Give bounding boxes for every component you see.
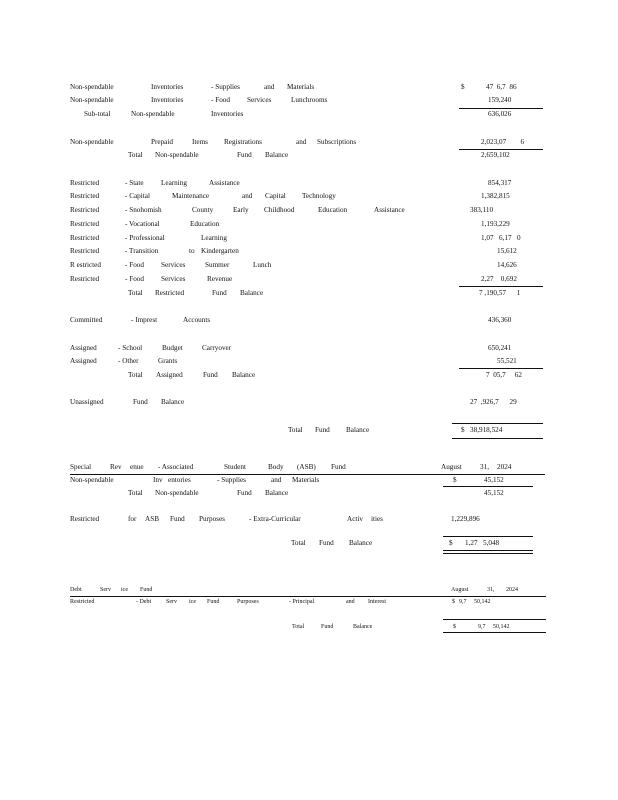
- amount: 383,110: [470, 206, 494, 214]
- row-word: Revenue: [207, 275, 233, 283]
- date-month: August: [441, 463, 462, 471]
- amount: 436,360: [488, 316, 512, 324]
- amount: 1,382,815: [481, 192, 510, 200]
- row-word: Balance: [240, 289, 264, 297]
- underline: [443, 536, 533, 537]
- amount: 2,659,102: [481, 151, 510, 159]
- row-word: Interest: [368, 599, 386, 605]
- row-word: Serv: [166, 599, 177, 605]
- row-word: Inv: [153, 476, 163, 484]
- underline: [459, 368, 543, 369]
- row-word: Education: [318, 206, 348, 214]
- date-day: 31,: [487, 587, 495, 593]
- row-desc: - Professional: [125, 234, 165, 242]
- row-word: Grants: [158, 357, 178, 365]
- row-sub3: and: [296, 138, 307, 146]
- grand-total-amount: 1,27 5,048: [465, 539, 500, 547]
- dollar-sign: $: [453, 624, 456, 630]
- row-desc: - Food: [125, 261, 144, 269]
- row-word: Fund: [170, 515, 185, 523]
- row-type: Assigned: [70, 357, 97, 365]
- underline: [443, 619, 546, 620]
- row-desc: - Food: [125, 275, 144, 283]
- row-desc: Inventories: [151, 83, 184, 91]
- underline: [452, 423, 543, 424]
- row-type: Restricted: [70, 220, 100, 228]
- row-word: - Debt: [136, 599, 152, 605]
- section-title: - Associated: [158, 463, 194, 471]
- section-title: Serv: [100, 587, 111, 593]
- row-word: Learning: [161, 179, 187, 187]
- row-sub: Items: [192, 138, 208, 146]
- row-word: Education: [190, 220, 220, 228]
- row-word: County: [192, 206, 214, 214]
- double-underline: [443, 632, 546, 633]
- section-title: Special: [70, 463, 92, 471]
- amount: 7 ,190,57 1: [479, 289, 521, 297]
- row-type: Non-spendable: [70, 83, 114, 91]
- row-word: Lunch: [253, 261, 272, 269]
- total-label: Total: [291, 539, 306, 547]
- row-type: Restricted: [70, 234, 100, 242]
- row-desc: - Transition: [125, 247, 159, 255]
- row-desc: - Snohomish: [125, 206, 162, 214]
- row-sub: - Supplies: [211, 83, 240, 91]
- row-word: Balance: [161, 398, 185, 406]
- total-label: Total: [128, 289, 143, 297]
- double-underline: [452, 438, 543, 439]
- date-year: 2024: [506, 587, 518, 593]
- section-title: (ASB): [297, 463, 316, 471]
- row-word: - Extra-Curricular: [249, 515, 301, 523]
- row-word: to: [189, 247, 195, 255]
- amount: 45,152: [484, 489, 504, 497]
- amount: 7 05,7 62: [486, 371, 522, 379]
- row-word: Carryover: [202, 344, 232, 352]
- row-sub: Inventories: [211, 110, 244, 118]
- row-word: Assigned: [156, 371, 183, 379]
- row-type: Restricted: [70, 192, 100, 200]
- row-word: ASB: [145, 515, 159, 523]
- row-word: Services: [161, 275, 186, 283]
- total-label: Total: [128, 151, 143, 159]
- row-word: Balance: [346, 426, 370, 434]
- row-sub3: Materials: [287, 83, 315, 91]
- section-title: Debt: [70, 587, 82, 593]
- row-type: Non-spendable: [70, 476, 114, 484]
- underline: [459, 108, 543, 109]
- header-rule: [70, 474, 545, 475]
- row-sub: Fund: [237, 151, 252, 159]
- section-title: Fund: [140, 587, 153, 593]
- amount: 14,626: [497, 261, 517, 269]
- row-word: Childhood: [264, 206, 295, 214]
- row-word: Capital: [265, 192, 286, 200]
- row-type: Restricted: [70, 247, 100, 255]
- row-type: R estricted: [70, 261, 101, 269]
- amount: 15,612: [497, 247, 517, 255]
- row-word: Early: [233, 206, 249, 214]
- row-word: Balance: [232, 371, 256, 379]
- row-word: Fund: [319, 539, 334, 547]
- row-sub: - Food: [211, 96, 230, 104]
- amount: 55,521: [497, 357, 517, 365]
- row-word: Activ: [347, 515, 363, 523]
- grand-total-amount: 9,7 50,142: [478, 624, 510, 630]
- dollar-sign: $: [453, 476, 457, 484]
- row-type: Restricted: [70, 179, 100, 187]
- header-rule: [70, 596, 546, 597]
- double-underline: [443, 550, 533, 551]
- row-type: Restricted: [70, 599, 95, 605]
- underline: [459, 286, 543, 287]
- row-word: Summer: [205, 261, 230, 269]
- amount: 45,152: [484, 476, 504, 484]
- row-word: Purposes: [199, 515, 225, 523]
- section-title: ice: [121, 587, 128, 593]
- row-word: ice: [189, 599, 196, 605]
- dollar-sign: $: [461, 426, 465, 434]
- row-desc: - Capital: [125, 192, 150, 200]
- row-word: Fund: [237, 489, 252, 497]
- row-word: Fund: [212, 289, 227, 297]
- row-word: Services: [161, 261, 186, 269]
- amount: 159,240: [488, 96, 512, 104]
- row-word: and: [242, 192, 253, 200]
- row-type: Sub-total: [84, 110, 111, 118]
- underline: [459, 149, 543, 150]
- row-word: Assistance: [209, 179, 240, 187]
- row-word: - Principal: [289, 599, 315, 605]
- row-word: Fund: [207, 599, 220, 605]
- row-word: Kindergarten: [201, 247, 239, 255]
- row-word: Non-spendable: [155, 489, 199, 497]
- grand-total-amount: 38,918,524: [470, 426, 503, 434]
- total-label: Total: [292, 624, 305, 630]
- row-word: for: [128, 515, 137, 523]
- dollar-sign: $: [452, 599, 455, 605]
- amount: 9,7 50,142: [459, 599, 491, 605]
- row-word: and: [271, 476, 282, 484]
- underline: [443, 486, 533, 487]
- row-word: Maintenance: [172, 192, 210, 200]
- row-type: Non-spendable: [70, 138, 114, 146]
- amount: 1,07 6,17 0: [481, 234, 521, 242]
- row-desc: - School: [118, 344, 143, 352]
- row-word: Fund: [203, 371, 218, 379]
- row-word: Fund: [315, 426, 330, 434]
- row-desc: - Vocational: [125, 220, 160, 228]
- row-type: Assigned: [70, 344, 97, 352]
- row-type: Committed: [70, 316, 103, 324]
- row-word: Budget: [162, 344, 183, 352]
- amount: 47 6,7 86: [486, 83, 517, 91]
- row-sub2: Services: [247, 96, 272, 104]
- section-title: Body: [268, 463, 284, 471]
- section-title: Student: [224, 463, 246, 471]
- amount: 650,241: [488, 344, 512, 352]
- row-type: Restricted: [70, 206, 100, 214]
- row-word: Fund: [133, 398, 148, 406]
- section-title: Rev: [110, 463, 122, 471]
- total-label: Total: [128, 489, 143, 497]
- row-type: Non-spendable: [70, 96, 114, 104]
- total-label: Total: [288, 426, 303, 434]
- row-desc: Inventories: [151, 96, 184, 104]
- row-desc: - State: [125, 179, 144, 187]
- row-word: Materials: [292, 476, 320, 484]
- row-word: Balance: [349, 539, 373, 547]
- row-type: Restricted: [70, 515, 100, 523]
- amount: 2,27 0,692: [481, 275, 517, 283]
- row-sub2: Registrations: [224, 138, 262, 146]
- amount: 2,023,07 6: [481, 138, 525, 146]
- row-sub2: Balance: [265, 151, 289, 159]
- amount: 27 ,926,7 29: [470, 398, 517, 406]
- row-word: Purposes: [237, 599, 259, 605]
- row-type: Unassigned: [70, 398, 104, 406]
- row-desc: Non-spendable: [155, 151, 199, 159]
- row-word: Balance: [353, 624, 373, 630]
- amount: 1,229,896: [451, 515, 480, 523]
- amount: 854,317: [488, 179, 512, 187]
- date-day: 31,: [480, 463, 489, 471]
- row-word: Assistance: [374, 206, 405, 214]
- row-word: Fund: [321, 624, 334, 630]
- row-word: Accounts: [183, 316, 211, 324]
- section-title: Fund: [331, 463, 346, 471]
- row-sub2: and: [264, 83, 275, 91]
- row-word: Learning: [201, 234, 227, 242]
- dollar-sign: $: [461, 83, 465, 91]
- dollar-sign: $: [449, 539, 453, 547]
- row-sub3: Lunchrooms: [291, 96, 328, 104]
- row-word: Balance: [265, 489, 289, 497]
- row-word: entories: [168, 476, 191, 484]
- total-label: Total: [128, 371, 143, 379]
- date-month: August: [451, 587, 469, 593]
- amount: 1,193,229: [481, 220, 510, 228]
- date-year: 2024: [497, 463, 512, 471]
- row-desc: Non-spendable: [131, 110, 175, 118]
- section-title: enue: [130, 463, 144, 471]
- amount: 636,026: [488, 110, 512, 118]
- row-desc: - Imprest: [131, 316, 158, 324]
- row-word: Technology: [302, 192, 336, 200]
- row-desc: - Other: [118, 357, 139, 365]
- double-underline: [443, 553, 533, 554]
- row-word: ities: [371, 515, 383, 523]
- row-word: Restricted: [155, 289, 185, 297]
- row-desc: Prepaid: [151, 138, 173, 146]
- row-type: Restricted: [70, 275, 100, 283]
- row-word: - Supplies: [217, 476, 246, 484]
- row-sub4: Subscriptions: [317, 138, 357, 146]
- row-word: and: [346, 599, 355, 605]
